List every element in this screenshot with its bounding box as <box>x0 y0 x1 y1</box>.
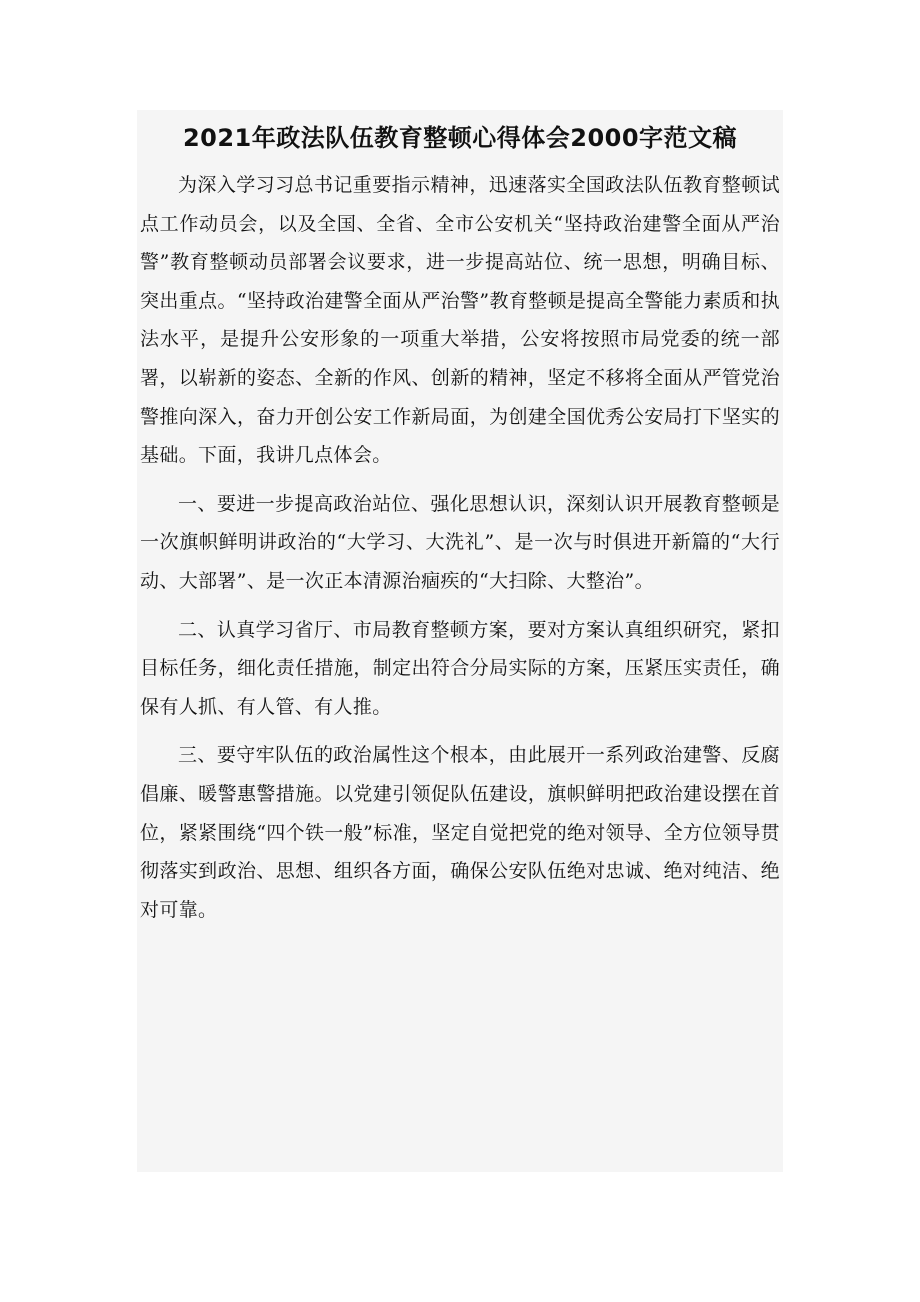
paragraph-point-two: 二、认真学习省厅、市局教育整顿方案，要对方案认真组织研究，紧扣目标任务，细化责任措施，制定出符合分局实际的方案，压紧压实责任，确保有人抓、有人管、有人推。 <box>140 618 780 718</box>
document-title: 2021年政法队伍教育整顿心得体会2000字范文稿 <box>182 124 738 152</box>
paragraph-point-three: 三、要守牢队伍的政治属性这个根本，由此展开一系列政治建警、反腐倡廉、暖警惠警措施。以党建引领促队伍建设，旗帜鲜明把政治建设摆在首位，紧紧围绕“四个铁一般”标准，坚定自觉把党的绝对领导、全方位领导贯彻落实到政治、思想、组织各方面，确保公安队伍绝对忠诚、绝对纯洁、绝对可靠。 <box>140 744 780 921</box>
paragraph-intro: 为深入学习习总书记重要指示精神，迅速落实全国政法队伍教育整顿试点工作动员会，以及全国、全省、全市公安机关“坚持政治建警全面从严治警”教育整顿动员部署会议要求，进一步提高站位、统一思想，明确目标、突出重点。“坚持政治建警全面从严治警”教育整顿是提高全警能力素质和执法水平，是提升公安形象的一项重大举措，公安将按照市局党委的统一部署，以崭新的姿态、全新的作风、创新的精神，坚定不移将全面从严管党治警推向深入，奋力开创公安工作新局面，为创建全国优秀公安局打下坚实的基础。下面，我讲几点体会。 <box>140 174 780 467</box>
document-body <box>140 166 780 939</box>
paragraph-point-one: 一、要进一步提高政治站位、强化思想认识，深刻认识开展教育整顿是一次旗帜鲜明讲政治的“大学习、大洗礼”、是一次与时俱进开新篇的“大行动、大部署”、是一次正本清源治痼疾的“大扫除、大整治”。 <box>140 492 780 592</box>
